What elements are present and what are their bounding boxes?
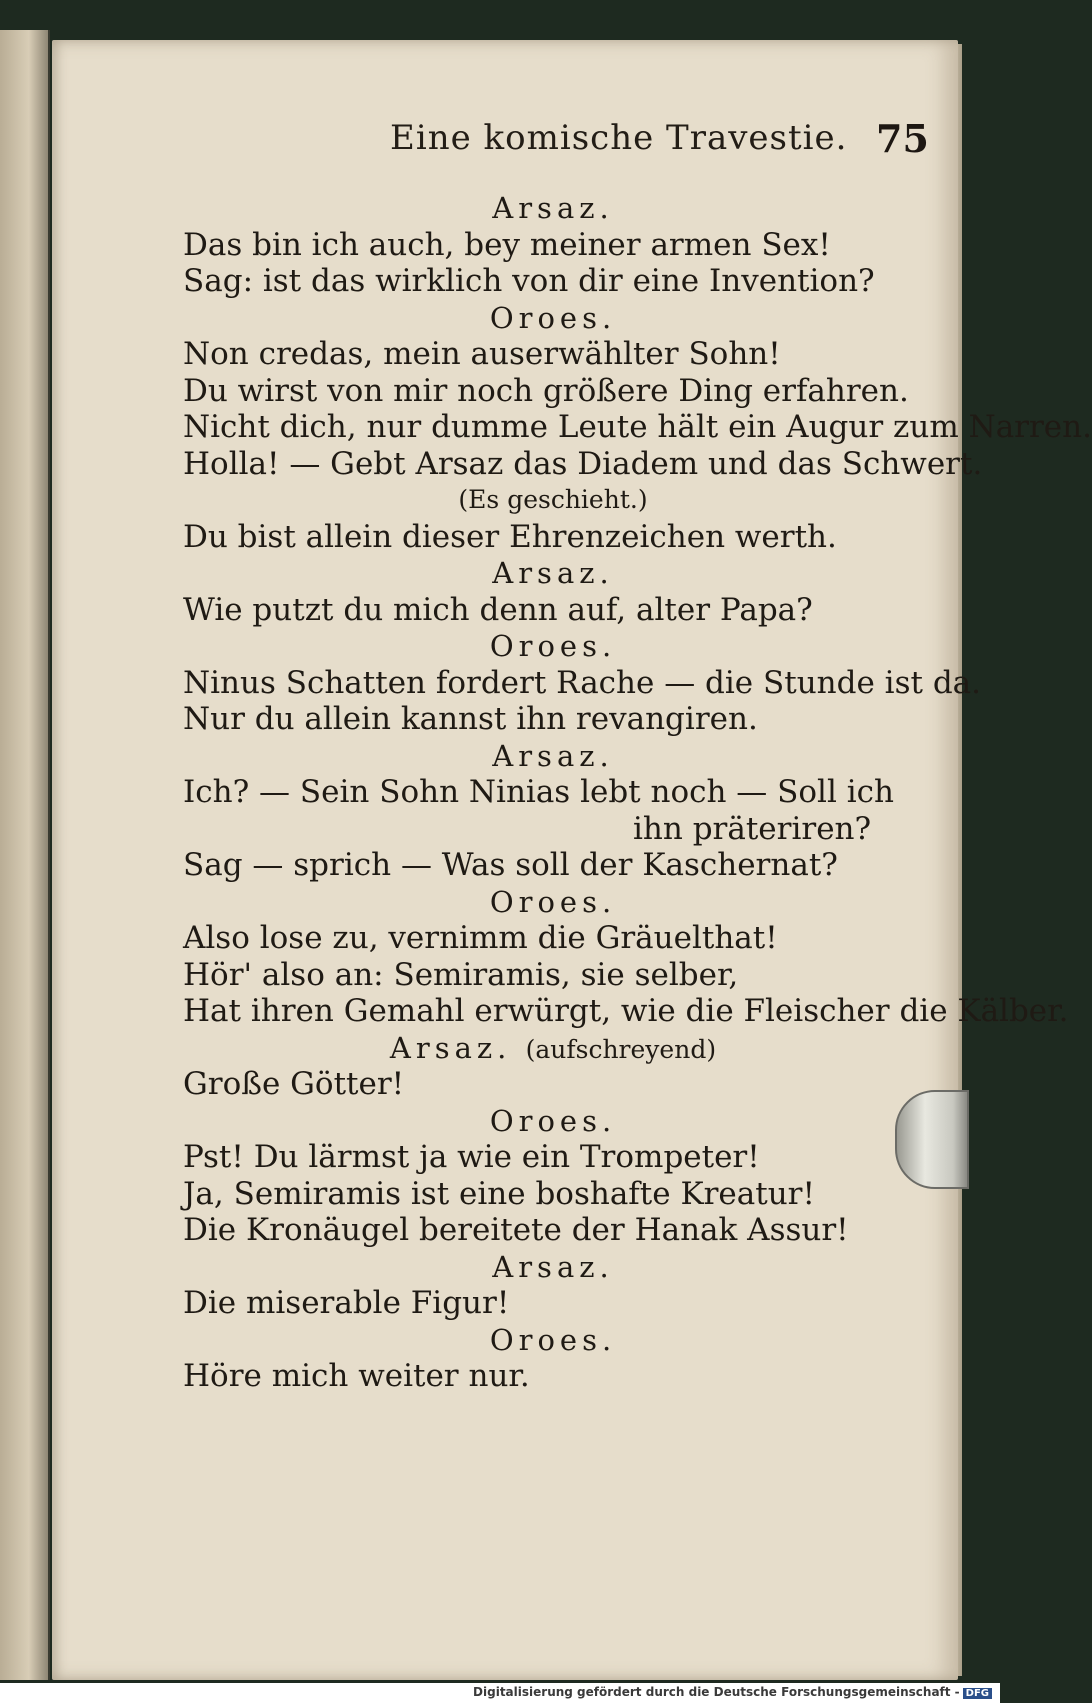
facing-page-edge xyxy=(0,30,50,1680)
stage-direction: (aufschreyend) xyxy=(525,1034,717,1064)
verse-line: Die miserable Figur! xyxy=(183,1285,510,1321)
verse-line: Hat ihren Gemahl erwürgt, wie die Fleischer die Kälber. xyxy=(183,993,1069,1029)
verse-line: Ich? — Sein Sohn Ninias lebt noch — Soll ich xyxy=(183,774,894,810)
verse-line: Also lose zu, vernimm die Gräuelthat! xyxy=(183,920,778,956)
verse-line: Pst! Du lärmst ja wie ein Trompeter! xyxy=(183,1139,760,1175)
verse-line: Du bist allein dieser Ehrenzeichen werth. xyxy=(183,518,837,555)
speaker-name: Arsaz. xyxy=(492,738,614,773)
verse-line: Nur du allein kannst ihn revangiren. xyxy=(183,701,758,737)
play-text xyxy=(183,190,1092,1395)
speaker-name: Arsaz. xyxy=(492,1249,614,1284)
verse-line: Ja, Semiramis ist eine boshafte Kreatur! xyxy=(183,1175,815,1212)
verse-line: Sag — sprich — Was soll der Kaschernat? xyxy=(183,847,838,883)
speaker-name: Oroes. xyxy=(489,629,617,663)
verse-line: Wie putzt du mich denn auf, alter Papa? xyxy=(183,591,813,628)
speaker-name: Arsaz. xyxy=(492,556,614,590)
speaker-name: Arsaz. xyxy=(492,191,614,225)
speaker-name: Oroes. xyxy=(489,1103,617,1138)
verse-line: Nicht dich, nur dumme Leute hält ein Augur zum Narren. xyxy=(183,409,1092,445)
verse-line: Große Götter! xyxy=(183,1066,405,1102)
running-title: Eine komische Travestie. xyxy=(390,118,848,158)
stage-direction: (Es geschieht.) xyxy=(458,485,648,514)
verse-line: Hör' also an: Semiramis, sie selber, xyxy=(183,956,739,993)
verse-line: ihn präteriren? xyxy=(633,810,872,847)
verse-line: Sag: ist das wirklich von dir eine Invention? xyxy=(183,263,875,299)
digitization-credit xyxy=(473,1685,992,1699)
speaker-name: Oroes. xyxy=(489,1322,617,1357)
verse-line: Du wirst von mir noch größere Ding erfahren. xyxy=(183,372,909,409)
credit-text: Digitalisierung gefördert durch die Deutsche Forschungsgemeinschaft - xyxy=(473,1685,960,1699)
page-number: 75 xyxy=(876,116,929,161)
verse-line: Das bin ich auch, bey meiner armen Sex! xyxy=(183,226,831,263)
page-header xyxy=(0,118,1000,168)
speaker-name: Oroes. xyxy=(489,884,617,919)
speaker-name: Arsaz. (aufschreyend) xyxy=(389,1030,717,1065)
verse-line: Ninus Schatten fordert Rache — die Stunde ist da. xyxy=(183,664,981,701)
verse-line: Non credas, mein auserwählter Sohn! xyxy=(183,336,781,372)
speaker-name: Oroes. xyxy=(489,300,617,335)
verse-line: Holla! — Gebt Arsaz das Diadem und das Schwert. xyxy=(183,445,983,482)
page-clip xyxy=(895,1090,969,1189)
verse-line: Höre mich weiter nur. xyxy=(183,1358,530,1394)
verse-line: Die Kronäugel bereitete der Hanak Assur! xyxy=(183,1212,849,1248)
dfg-logo: DFG xyxy=(963,1688,992,1699)
